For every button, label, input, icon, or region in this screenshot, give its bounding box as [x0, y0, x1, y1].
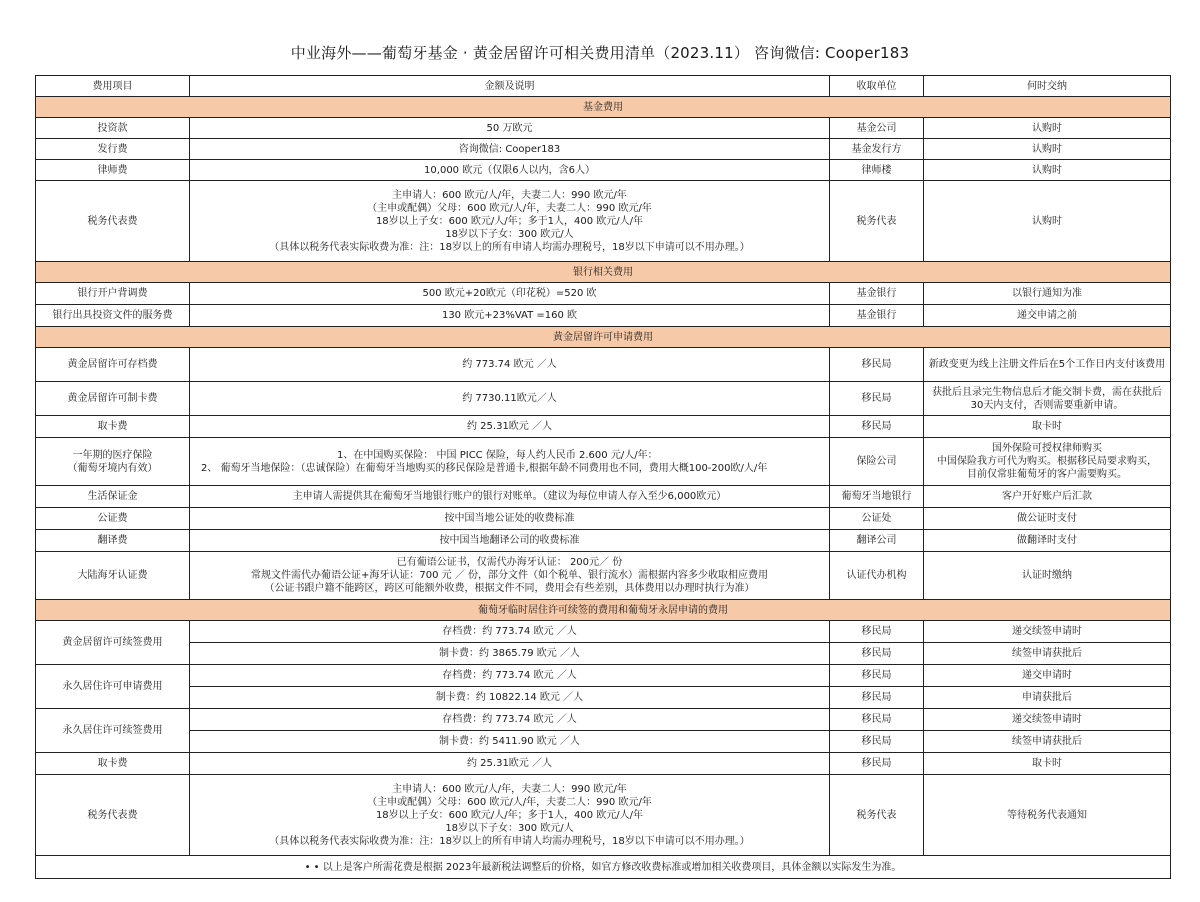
amount-line: （公证书跟户籍不能跨区，跨区可能额外收费，根据文件不同，费用会有些差别，具体费用以办理时执行为准）: [264, 583, 755, 594]
header-payee: 收取单位: [830, 76, 924, 97]
header-when: 何时交纳: [924, 76, 1171, 97]
row-amount: 约 25.31欧元 ／人: [190, 753, 830, 775]
row-payee: 移民局: [830, 687, 924, 709]
row-amount: 制卡费：约 10822.14 欧元 ／人: [190, 687, 830, 709]
row-when: 认购时: [924, 118, 1171, 139]
item-line: 一年期的医疗保险: [72, 449, 153, 461]
row-amount: 咨询微信: Cooper183: [190, 139, 830, 160]
amount-line: 18岁以上子女：600 欧元/人/年；多于1人，400 欧元/人/年: [375, 809, 644, 821]
row-when: 取卡时: [924, 416, 1171, 438]
row-when: 以银行通知为准: [924, 283, 1171, 305]
table-row: [36, 709, 1171, 731]
row-payee: 税务代表: [830, 181, 924, 262]
table-row: [36, 530, 1171, 552]
row-payee: 公证处: [830, 508, 924, 530]
table-row: [36, 160, 1171, 181]
table-row: [36, 508, 1171, 530]
row-payee: 移民局: [830, 709, 924, 731]
row-item: 取卡费: [36, 753, 190, 775]
amount-line: 常规文件需代办葡语公证+海牙认证：700 元 ／ 份，部分文件（如个税单、银行流水）需根据内容多少收取相应费用: [250, 570, 768, 581]
row-amount: 存档费：约 773.74 欧元 ／人: [190, 665, 830, 687]
row-amount: 按中国当地公证处的收费标准: [190, 508, 830, 530]
row-when: 新政变更为线上注册文件后在5个工作日内支付该费用: [924, 348, 1171, 382]
row-item: 银行开户背调费: [36, 283, 190, 305]
table-row: [36, 552, 1171, 600]
amount-line: 1、在中国购买保险： 中国 PICC 保险，每人约人民币 2.600 元/人/年：: [337, 449, 658, 461]
row-amount: 500 欧元+20欧元（印花税）=520 欧: [190, 283, 830, 305]
row-payee: 基金银行: [830, 283, 924, 305]
document-title: 中业海外——葡萄牙基金 · 黄金居留许可相关费用清单（2023.11） 咨询微信: Cooper183: [290, 44, 910, 62]
row-item: 公证费: [36, 508, 190, 530]
row-amount: 制卡费：约 5411.90 欧元 ／人: [190, 731, 830, 753]
row-payee: 移民局: [830, 382, 924, 416]
row-payee: 移民局: [830, 753, 924, 775]
when-line: 目前仅常驻葡萄牙的客户需要购买。: [967, 469, 1127, 480]
section-renewal: 葡萄牙临时居住许可续签的费用和葡萄牙永居申请的费用: [36, 600, 1171, 621]
row-when: 取卡时: [924, 753, 1171, 775]
row-when: 认购时: [924, 160, 1171, 181]
header-amount: 金额及说明: [190, 76, 830, 97]
row-when: 做公证时支付: [924, 508, 1171, 530]
row-item: 税务代表费: [36, 775, 190, 856]
row-payee: 葡萄牙当地银行: [830, 486, 924, 508]
row-payee: 移民局: [830, 665, 924, 687]
row-item: 永久居住许可续签费用: [36, 709, 190, 753]
row-when: 递交续签申请时: [924, 709, 1171, 731]
table-row: [36, 283, 1171, 305]
row-when: 认购时: [924, 181, 1171, 262]
amount-line: （主申或配偶）父母：600 欧元/人/年，夫妻二人：990 欧元/年: [367, 796, 652, 808]
row-item: [36, 438, 190, 486]
row-amount: 10,000 欧元（仅限6人以内，含6人）: [190, 160, 830, 181]
row-payee: 保险公司: [830, 438, 924, 486]
row-when: 续签申请获批后: [924, 731, 1171, 753]
section-fund: 基金费用: [36, 97, 1171, 118]
table-header-row: [36, 76, 1171, 97]
amount-line: 已有葡语公证书，仅需代办海牙认证： 200元／ 份: [396, 557, 623, 568]
row-amount: 50 万欧元: [190, 118, 830, 139]
row-amount: [190, 438, 830, 486]
row-amount: [190, 181, 830, 262]
row-payee: 翻译公司: [830, 530, 924, 552]
row-item: 大陆海牙认证费: [36, 552, 190, 600]
table-row: [36, 305, 1171, 327]
amount-line: 主申请人：600 欧元/人/年，夫妻二人：990 欧元/年: [392, 783, 627, 795]
table-row: [36, 753, 1171, 775]
row-when: [924, 438, 1171, 486]
amount-line: （主申或配偶）父母：600 欧元/人/年，夫妻二人：990 欧元/年: [367, 202, 652, 214]
row-item: 生活保证金: [36, 486, 190, 508]
table-row: [36, 621, 1171, 643]
row-amount: 存档费：约 773.74 欧元 ／人: [190, 621, 830, 643]
table-row: [36, 118, 1171, 139]
amount-line: 18岁以下子女：300 欧元/人: [445, 822, 574, 834]
row-payee: 移民局: [830, 643, 924, 665]
table-row: [36, 486, 1171, 508]
row-amount: [190, 775, 830, 856]
when-line: 国外保险可授权律师购买: [992, 443, 1102, 454]
row-amount: 130 欧元+23%VAT =160 欧: [190, 305, 830, 327]
row-when: 递交申请之前: [924, 305, 1171, 327]
amount-line: 2、 葡萄牙当地保险：（忠诚保险）在葡萄牙当地购买的移民保险是普通卡,根据年龄不同费用也不同，费用大概100-200欧/人/年: [201, 462, 768, 474]
row-item: 黄金居留许可制卡费: [36, 382, 190, 416]
item-line: （葡萄牙境内有效）: [67, 462, 158, 474]
amount-line: 主申请人：600 欧元/人/年，夫妻二人：990 欧元/年: [392, 189, 627, 201]
row-when: 申请获批后: [924, 687, 1171, 709]
row-payee: 基金公司: [830, 118, 924, 139]
fee-table: [35, 75, 1171, 879]
row-item: 税务代表费: [36, 181, 190, 262]
section-golden-visa: 黄金居留许可申请费用: [36, 327, 1171, 348]
row-payee: 税务代表: [830, 775, 924, 856]
footnote: • • 以上是客户所需花费是根据 2023年最新税法调整后的价格，如官方修改收费标准或增加相关收费项目，具体金额以实际发生为准。: [36, 856, 1171, 879]
row-item: 银行出具投资文件的服务费: [36, 305, 190, 327]
row-amount: 约 7730.11欧元／人: [190, 382, 830, 416]
footnote-row: [36, 856, 1171, 879]
table-row: [36, 416, 1171, 438]
row-amount: 制卡费：约 3865.79 欧元 ／人: [190, 643, 830, 665]
row-payee: 认证代办机构: [830, 552, 924, 600]
header-item: 费用项目: [36, 76, 190, 97]
table-row: [36, 181, 1171, 262]
row-when: 认购时: [924, 139, 1171, 160]
table-row: [36, 382, 1171, 416]
when-line: 中国保险我方可代为购买。根据移民局要求购买，: [937, 456, 1157, 467]
table-row: [36, 775, 1171, 856]
row-payee: 移民局: [830, 416, 924, 438]
table-row: [36, 438, 1171, 486]
row-item: 永久居住许可申请费用: [36, 665, 190, 709]
row-item: 黄金居留许可存档费: [36, 348, 190, 382]
row-when: 续签申请获批后: [924, 643, 1171, 665]
row-when: 客户开好账户后汇款: [924, 486, 1171, 508]
row-when: 递交续签申请时: [924, 621, 1171, 643]
row-payee: 律师楼: [830, 160, 924, 181]
table-row: [36, 731, 1171, 753]
row-item: 翻译费: [36, 530, 190, 552]
row-amount: 存档费：约 773.74 欧元 ／人: [190, 709, 830, 731]
table-row: [36, 665, 1171, 687]
row-item: 律师费: [36, 160, 190, 181]
row-payee: 基金银行: [830, 305, 924, 327]
row-item: 取卡费: [36, 416, 190, 438]
row-when: 获批后且录完生物信息后才能交制卡费，需在获批后 30天内支付，否则需要重新申请。: [924, 382, 1171, 416]
amount-line: 18岁以上子女：600 欧元/人/年；多于1人，400 欧元/人/年: [375, 215, 644, 227]
table-row: [36, 643, 1171, 665]
row-payee: 移民局: [830, 621, 924, 643]
row-when: 递交申请时: [924, 665, 1171, 687]
row-amount: 主申请人需提供其在葡萄牙当地银行账户的银行对账单。（建议为每位申请人存入至少6,000欧元）: [190, 486, 830, 508]
section-bank: 银行相关费用: [36, 262, 1171, 283]
row-amount: [190, 552, 830, 600]
table-row: [36, 139, 1171, 160]
row-payee: 基金发行方: [830, 139, 924, 160]
table-row: [36, 687, 1171, 709]
row-payee: 移民局: [830, 731, 924, 753]
row-when: 认证时缴纳: [924, 552, 1171, 600]
amount-line: 18岁以下子女：300 欧元/人: [445, 228, 574, 240]
row-when: 做翻译时支付: [924, 530, 1171, 552]
row-amount: 约 773.74 欧元 ／人: [190, 348, 830, 382]
row-amount: 按中国当地翻译公司的收费标准: [190, 530, 830, 552]
row-item: 发行费: [36, 139, 190, 160]
amount-line: （具体以税务代表实际收费为准：注：18岁以上的所有申请人均需办理税号，18岁以下申请可以不用办理。）: [269, 835, 750, 847]
row-item: 投资款: [36, 118, 190, 139]
table-row: [36, 348, 1171, 382]
row-payee: 移民局: [830, 348, 924, 382]
row-item: 黄金居留许可续签费用: [36, 621, 190, 665]
amount-line: （具体以税务代表实际收费为准：注：18岁以上的所有申请人均需办理税号，18岁以下申请可以不用办理。）: [269, 241, 750, 253]
row-amount: 约 25.31欧元 ／人: [190, 416, 830, 438]
row-when: 等待税务代表通知: [924, 775, 1171, 856]
